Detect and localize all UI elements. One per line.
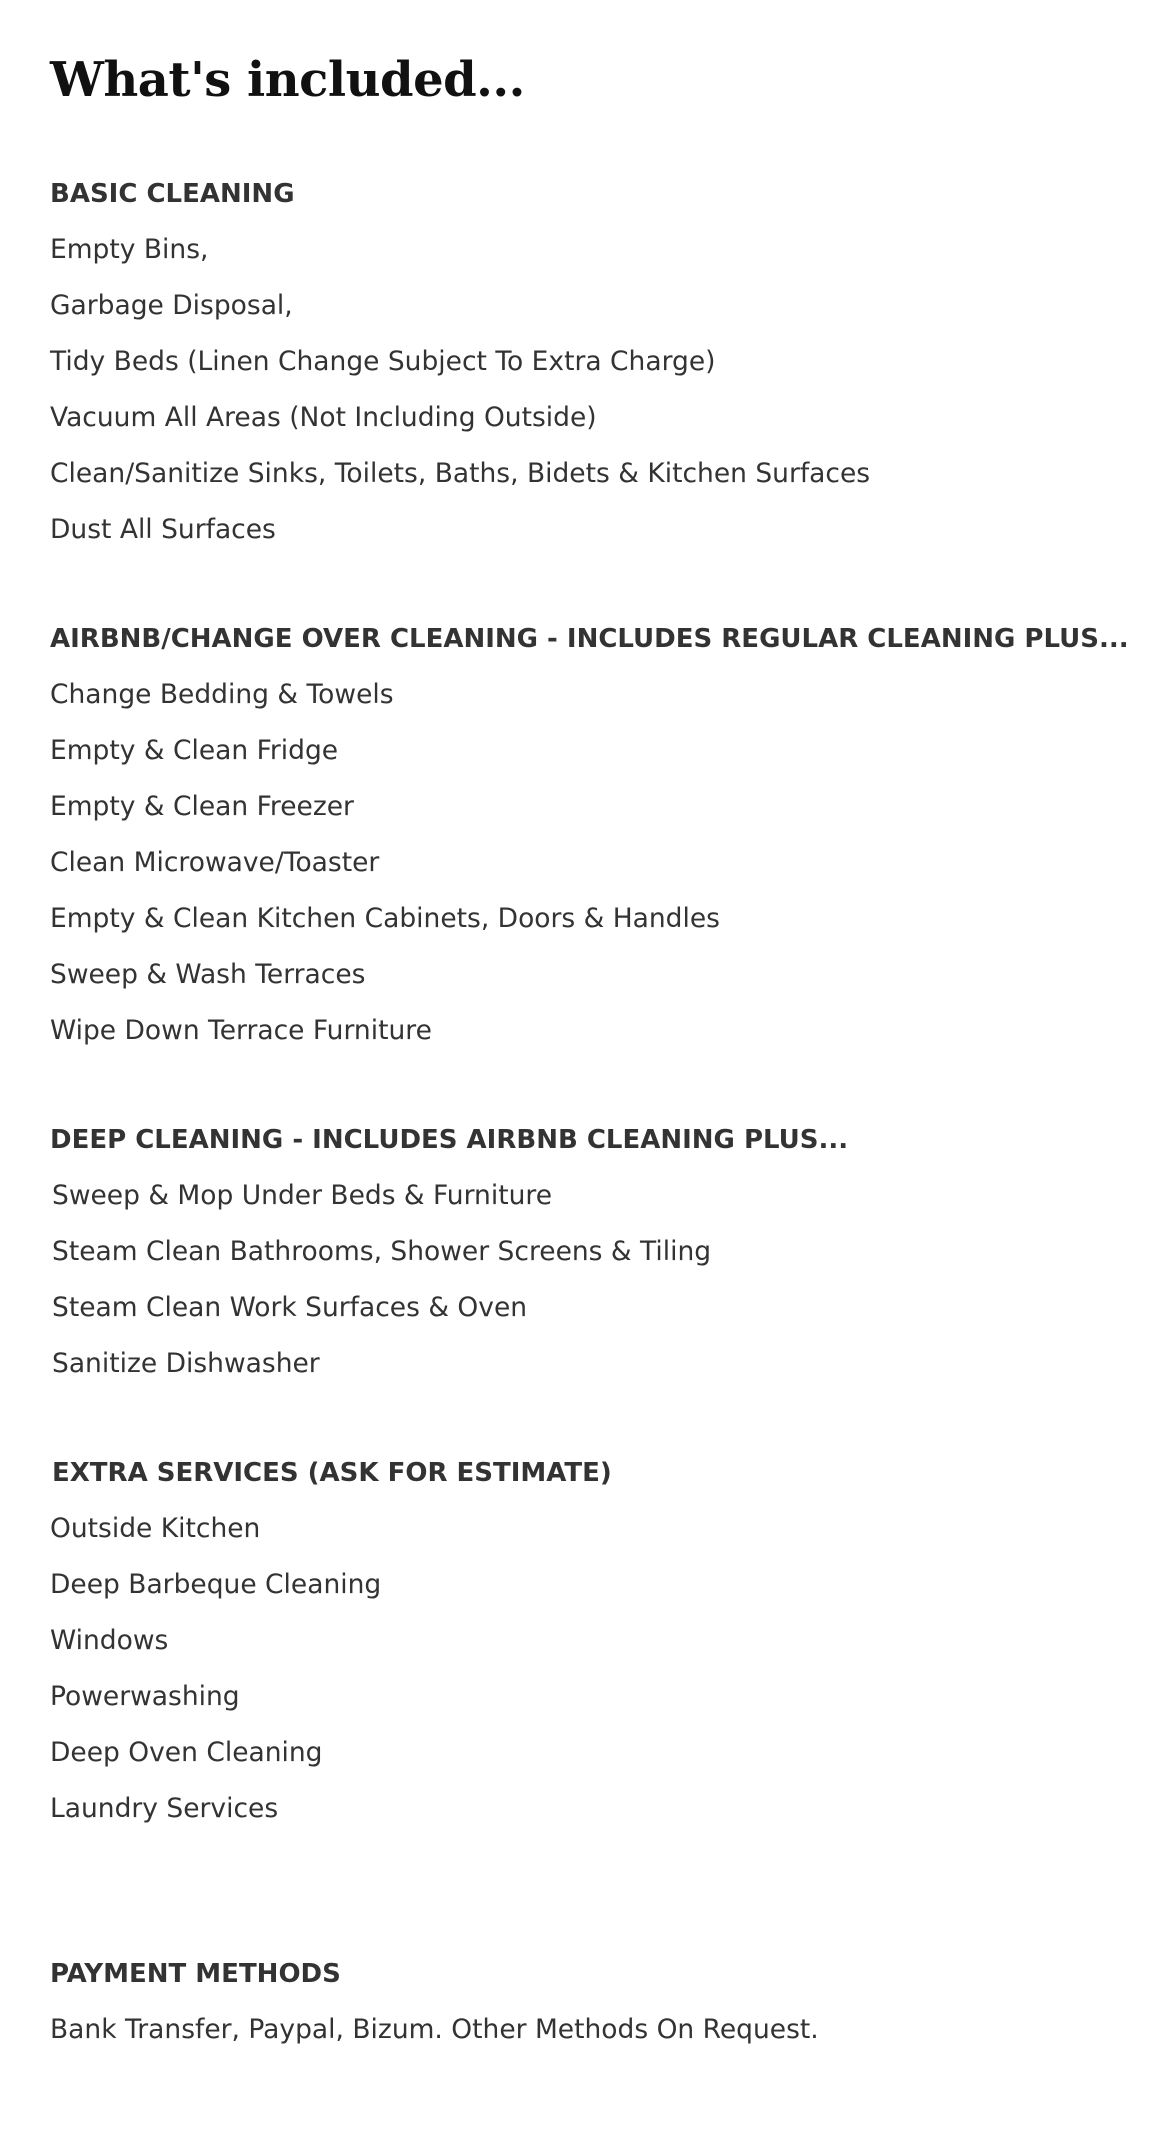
list-item: Sanitize Dishwasher <box>52 1348 320 1379</box>
payment-list <box>50 2002 1130 2058</box>
list-item: Deep Barbeque Cleaning <box>50 1569 382 1600</box>
section-basic-cleaning <box>50 166 1130 558</box>
list-item: Garbage Disposal, <box>50 290 293 321</box>
section-heading: DEEP CLEANING - INCLUDES AIRBNB CLEANING PLUS... <box>50 1125 849 1155</box>
list-item: Clean/Sanitize Sinks, Toilets, Baths, Bidets & Kitchen Surfaces <box>50 458 871 489</box>
section-heading: PAYMENT METHODS <box>50 1959 341 1989</box>
list-item: Outside Kitchen <box>50 1513 261 1544</box>
list-item: Steam Clean Work Surfaces & Oven <box>52 1292 528 1323</box>
section-extra-services <box>50 1445 1130 1837</box>
list-item: Dust All Surfaces <box>50 514 276 545</box>
list-item: Wipe Down Terrace Furniture <box>50 1015 432 1046</box>
list-item: Clean Microwave/Toaster <box>50 847 380 878</box>
section-heading: AIRBNB/CHANGE OVER CLEANING - INCLUDES REGULAR CLEANING PLUS... <box>50 624 1129 654</box>
list-item: Empty & Clean Fridge <box>50 735 339 766</box>
list-item: Sweep & Wash Terraces <box>50 959 366 990</box>
list-item: Deep Oven Cleaning <box>50 1737 323 1768</box>
page-title: What's included... <box>50 52 525 108</box>
section-deep-cleaning <box>50 1112 1130 1392</box>
list-item: Empty & Clean Kitchen Cabinets, Doors & Handles <box>50 903 720 934</box>
section-heading: EXTRA SERVICES (ASK FOR ESTIMATE) <box>52 1458 612 1488</box>
section-payment-methods <box>50 1946 1130 2058</box>
service-list <box>50 1501 1130 1837</box>
service-list <box>50 1168 1130 1392</box>
list-item: Vacuum All Areas (Not Including Outside) <box>50 402 597 433</box>
list-item: Sweep & Mop Under Beds & Furniture <box>52 1180 552 1211</box>
list-item: Tidy Beds (Linen Change Subject To Extra Charge) <box>50 346 716 377</box>
service-list <box>50 222 1130 558</box>
list-item: Bank Transfer, Paypal, Bizum. Other Methods On Request. <box>50 2014 819 2045</box>
list-item: Empty & Clean Freezer <box>50 791 354 822</box>
service-list <box>50 667 1130 1059</box>
section-heading: BASIC CLEANING <box>50 179 295 209</box>
list-item: Steam Clean Bathrooms, Shower Screens & Tiling <box>52 1236 712 1267</box>
list-item: Laundry Services <box>50 1793 279 1824</box>
list-item: Change Bedding & Towels <box>50 679 394 710</box>
list-item: Empty Bins, <box>50 234 209 265</box>
section-airbnb-cleaning <box>50 611 1130 1059</box>
list-item: Windows <box>50 1625 169 1656</box>
list-item: Powerwashing <box>50 1681 240 1712</box>
